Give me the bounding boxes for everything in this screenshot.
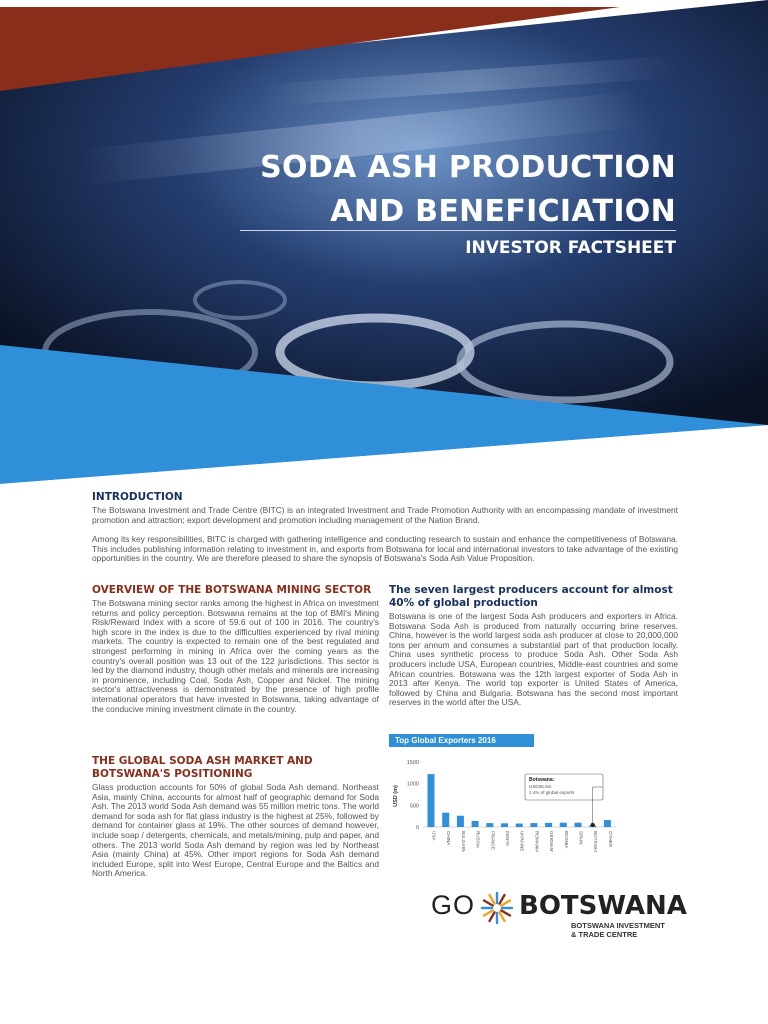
- x-tick-label: CHINA: [446, 831, 452, 846]
- x-tick-label: GERMANY: [549, 831, 555, 852]
- document-subtitle: INVESTOR FACTSHEET: [465, 238, 676, 258]
- producers-heading: The seven largest producers account for almost 40% of global production: [389, 584, 673, 609]
- y-tick-label: 1500: [406, 760, 419, 766]
- annotation-title: Botswana:: [529, 777, 555, 783]
- bar-spain: [575, 823, 582, 827]
- bar-china: [442, 813, 449, 827]
- bar-other: [604, 820, 611, 827]
- mining-heading: OVERVIEW OF THE BOTSWANA MINING SECTOR: [92, 584, 372, 596]
- bar-ukraine: [516, 824, 523, 827]
- bar-kenya: [501, 823, 508, 827]
- x-tick-label: USA: [431, 831, 437, 841]
- bar-romania: [530, 823, 537, 827]
- logo-go-text: GO: [431, 890, 476, 920]
- x-tick-label: SPAIN: [578, 831, 584, 845]
- x-tick-label: BOTSWANA: [593, 831, 599, 852]
- y-axis-label: USD (m): [393, 785, 399, 807]
- logo-tagline-line-1: BOTSWANA INVESTMENT: [571, 921, 665, 930]
- logo-botswana-text: BOTSWANA: [519, 891, 687, 921]
- annotation-line: USD36.6m: [529, 784, 552, 789]
- bar-usa: [428, 774, 435, 827]
- logo-tagline: [571, 922, 665, 939]
- x-tick-label: ROMANIA: [534, 831, 540, 852]
- introduction-section: [92, 491, 678, 564]
- x-tick-label: BULGARIA: [460, 831, 466, 852]
- global-market-section: [92, 755, 379, 879]
- annotation-marker: [591, 823, 595, 827]
- chart-title: Top Global Exporters 2016: [389, 734, 534, 747]
- introduction-heading: INTRODUCTION: [92, 491, 183, 503]
- mining-body: The Botswana mining sector ranks among the highest in Africa on investment returns and policy perception. Botswana remains at the top of BMI's Mining Risk/Reward Index with a score of 59.6 out of 100 in 2016. The country's high score in the index is due to the difficulties experienced by rival mining markets. The country is expected to remain one of the best regulated and strongest performing in mining in Africa over the coming years as the country's overall position was 13 out of the 122 jurisdictions. This sector is led by the diamond industry, though other metals and minerals are increasing in prominence, including Coal, Soda Ash, Copper and Nickel. The mining sector's attractiveness is demonstrated by the presence of high profile international operators that have invested in Botswana, taking advantage of the conducive mining investment climate in the country.: [92, 598, 379, 714]
- y-tick-label: 1000: [406, 781, 419, 788]
- global-market-heading: THE GLOBAL SODA ASH MARKET AND BOTSWANA'S POSITIONING: [92, 755, 313, 780]
- title-line-1: SODA ASH PRODUCTION: [260, 150, 676, 185]
- document-title: [260, 146, 676, 234]
- title-divider: [240, 230, 676, 231]
- introduction-paragraph-2: Among its key responsibilities, BITC is charged with gathering intelligence and conducting research to sustain and enhance the competitiveness of Botswana. This includes publishing information relating to investment in, and exports from Botswana for local and international investors to take advantage of the existing opportunities in the country. We are therefore pleased to share the synopsis of Botswana's Soda Ash Value Proposition.: [92, 534, 678, 564]
- y-tick-label: 500: [409, 803, 419, 810]
- bar-germany: [545, 823, 552, 827]
- x-tick-label: RUSSIA: [475, 831, 481, 849]
- x-tick-label: UKRAINE: [519, 831, 525, 852]
- x-tick-label: BOSNIA: [563, 831, 569, 849]
- exporters-chart: [389, 752, 629, 857]
- producers-section: [389, 584, 678, 708]
- x-tick-label: FRANCE: [490, 831, 496, 850]
- bar-bulgaria: [457, 816, 464, 827]
- logo-tagline-line-2: & TRADE CENTRE: [571, 929, 638, 939]
- annotation-line: 1.4% of global exports: [529, 790, 575, 795]
- x-tick-label: KENYA: [505, 831, 510, 847]
- bar-bosnia: [560, 823, 567, 827]
- logo-star-icon: [480, 891, 514, 930]
- title-line-2: AND BENEFICIATION: [330, 194, 676, 229]
- exporters-chart-svg: [389, 752, 629, 852]
- introduction-paragraph-1: The Botswana Investment and Trade Centre (BITC) is an integrated Investment and Trade Promotion Authority with an encompassing mandate of investment promotion and attraction; export development and promotion including management of the Nation Brand.: [92, 505, 678, 525]
- x-tick-label: OTHER: [607, 831, 613, 848]
- y-tick-label: 0: [415, 825, 419, 831]
- producers-body: Botswana is one of the largest Soda Ash producers and exporters in Africa. Botswana Soda Ash is produced from naturally occurring brine reserves. China, however is the world largest soda ash producer at close to 20,000,000 tons per annum and consumes a substantial part of that production locally. China uses synthetic process to produce Soda Ash. Other Soda Ash producers include USA, European countries, Middle-east countries and some African countries. Botswana was the 12th largest exporter of Soda Ash in 2013 after Kenya. The world top exporter is United States of America, followed by China and Bulgaria. Botswana has the second most important reserves in the world after the USA.: [389, 611, 678, 708]
- bar-france: [486, 823, 493, 827]
- mining-section: [92, 584, 379, 714]
- bar-russia: [472, 821, 479, 827]
- global-market-body: Glass production accounts for 50% of global Soda Ash demand. Northeast Asia, mainly China, accounts for almost half of geographic demand for Soda Ash. The 2013 world Soda Ash demand was 55 million metric tons. The world demand for soda ash for flat glass industry is the highest at 25%, followed by demand for container glass at 19%. The other sources of demand however, include soap / detergents, chemicals, and metals/mining, pulp and paper, and others. The 2013 world Soda Ash demand by region was led by Northeast Asia (mainly China) at 45%. Other import regions for Soda Ash demand included Europe, split into West Europe, Central Europe and the Baltics and North America.: [92, 782, 379, 879]
